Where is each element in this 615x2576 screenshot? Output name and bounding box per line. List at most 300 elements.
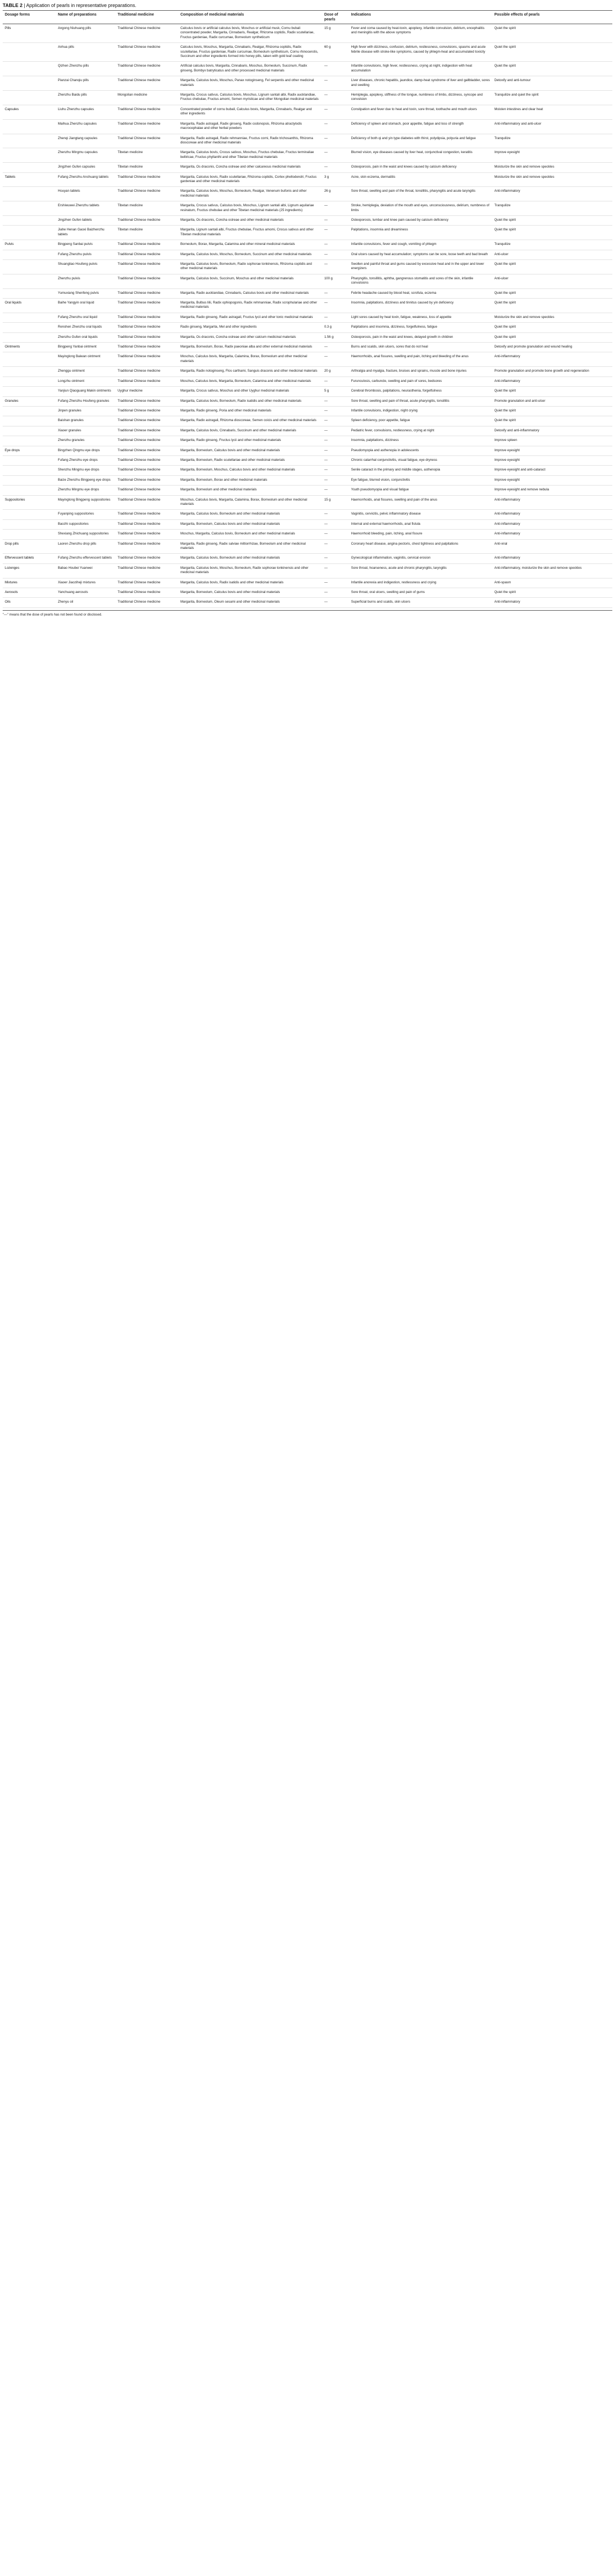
effects-cell: Anti-inflammatory (492, 554, 612, 563)
indications-cell: Light sores caused by heat toxin, fatigue, weakness, loss of appetite (349, 313, 493, 322)
dose-cell: — (322, 530, 349, 539)
preparation-name-cell: Ershiwuwei Zhenzhu tablets (56, 201, 115, 216)
dosage-form-cell: Granules (3, 396, 56, 406)
indications-cell: Gynecological inflammation, vaginitis, cervical erosion (349, 554, 493, 563)
dosage-form-cell: Oral liquids (3, 299, 56, 313)
composition-cell: Moschus, Calculus bovis, Margarita, Borneolum, Calamina and other medicinal materials (178, 377, 322, 386)
traditional-medicine-cell: Traditional Chinese medicine (115, 313, 178, 322)
effects-cell: Anti-inflammatory (492, 519, 612, 529)
table-row (3, 260, 612, 274)
effects-cell: Tranquilize (492, 240, 612, 250)
effects-cell: Moisturize the skin and remove speckles (492, 163, 612, 172)
traditional-medicine-cell: Traditional Chinese medicine (115, 352, 178, 367)
dose-cell: — (322, 396, 349, 406)
dosage-form-cell (3, 215, 56, 225)
dosage-form-cell (3, 332, 56, 342)
traditional-medicine-cell: Traditional Chinese medicine (115, 495, 178, 510)
effects-cell: Anti-inflammatory (492, 352, 612, 367)
traditional-medicine-cell: Traditional Chinese medicine (115, 588, 178, 598)
table-row (3, 475, 612, 485)
preparation-name-cell: Renshen Zhenzhu oral liquids (56, 323, 115, 332)
dosage-form-cell (3, 416, 56, 426)
dosage-form-cell: Ointments (3, 343, 56, 352)
traditional-medicine-cell: Traditional Chinese medicine (115, 475, 178, 485)
composition-cell: Moschus, Margarita, Calculus bovis, Borneolum and other medicinal materials (178, 530, 322, 539)
effects-cell: Tranquilize and quiet the spirit (492, 91, 612, 105)
preparation-name-cell: Laoren Zhenzhu drop pills (56, 539, 115, 554)
indications-cell: Youth pseudomyopia and visual fatigue (349, 486, 493, 495)
traditional-medicine-cell: Tibetan medicine (115, 201, 178, 216)
effects-cell: Tranquilize (492, 201, 612, 216)
indications-cell: Deficiency of both qi and yin type diabetes with thirst, polydipsia, polyuria and fatigue (349, 134, 493, 148)
traditional-medicine-cell: Traditional Chinese medicine (115, 274, 178, 288)
indications-cell: Superficial burns and scalds, skin ulcers (349, 598, 493, 607)
traditional-medicine-cell: Traditional Chinese medicine (115, 43, 178, 62)
table-row (3, 343, 612, 352)
preparation-name-cell: Shenzhu Mingmu eye drops (56, 466, 115, 475)
traditional-medicine-cell: Traditional Chinese medicine (115, 134, 178, 148)
table-row (3, 105, 612, 119)
preparation-name-cell: Mayinglong Bingpeng suppositories (56, 495, 115, 510)
dose-cell: — (322, 510, 349, 519)
preparation-name-cell: Fufang Zhenzhu Houfeng granules (56, 396, 115, 406)
dosage-form-cell (3, 367, 56, 377)
composition-cell: Margarita, Borneolum, Calculus bovis and other medicinal materials (178, 588, 322, 598)
dose-cell: 60 g (322, 43, 349, 62)
dosage-form-cell (3, 250, 56, 259)
traditional-medicine-cell: Traditional Chinese medicine (115, 563, 178, 578)
composition-cell: Calculus bovis or artificial calculus bovis, Moschus or artificial musk, Cornu bubali concentrated powder, Margarita, Cinnabaris, Realgar, Rhizoma coptidis, Radix scutellariae, Fructus gardeniae, Radix curcumae, Borneolum syntheticum (178, 24, 322, 43)
table-row (3, 250, 612, 259)
indications-cell: Pseudomyopia and asthenopia in adolescents (349, 446, 493, 455)
traditional-medicine-cell: Traditional Chinese medicine (115, 466, 178, 475)
dosage-form-cell (3, 486, 56, 495)
effects-cell: Anti-viral (492, 539, 612, 554)
composition-cell: Margarita, Calculus bovis, Succinum, Moschus and other medicinal materials (178, 274, 322, 288)
indications-cell: Infantile anorexia and indigestion, restlessness and crying (349, 578, 493, 588)
traditional-medicine-cell: Traditional Chinese medicine (115, 530, 178, 539)
table-row (3, 563, 612, 578)
table-row (3, 43, 612, 62)
indications-cell: Stroke, hemiplegia, deviation of the mouth and eyes, unconsciousness, delirium, numbness of limbs (349, 201, 493, 216)
traditional-medicine-cell: Traditional Chinese medicine (115, 396, 178, 406)
table-row (3, 406, 612, 416)
indications-cell: Sore throat, oral ulcers, swelling and pain of gums (349, 588, 493, 598)
preparation-name-cell: Zhenggu ointment (56, 367, 115, 377)
table-row (3, 588, 612, 598)
dose-cell: — (322, 134, 349, 148)
table-row (3, 226, 612, 240)
traditional-medicine-cell: Traditional Chinese medicine (115, 288, 178, 298)
dose-cell: — (322, 240, 349, 250)
table-row (3, 396, 612, 406)
traditional-medicine-cell: Traditional Chinese medicine (115, 510, 178, 519)
indications-cell: Pediatric fever, convulsions, restlessness, crying at night (349, 426, 493, 436)
traditional-medicine-cell: Traditional Chinese medicine (115, 519, 178, 529)
traditional-medicine-cell: Traditional Chinese medicine (115, 24, 178, 43)
dose-cell: — (322, 119, 349, 134)
effects-cell: Quiet the spirit (492, 43, 612, 62)
preparation-name-cell: Jingzhen Gufen capsules (56, 163, 115, 172)
dose-cell: 20 g (322, 367, 349, 377)
effects-cell: Improve spleen (492, 436, 612, 446)
table-container (3, 2, 612, 617)
composition-cell: Artificial calculus bovis, Margarita, Cinnabaris, Moschus, Borneolum, Succinum, Radix ginseng, Bombyx batryticatus and other processed medicinal materials (178, 62, 322, 76)
table-row (3, 148, 612, 163)
indications-cell: Fever and coma caused by heat-toxin, apoplexy, infantile convulsion, delirium, encephalitis and meningitis with the above symptoms (349, 24, 493, 43)
composition-cell: Margarita, Radix astragali, Rhizoma dioscoreae, Semen coicis and other medicinal materials (178, 416, 322, 426)
preparation-name-cell: Fufang Zhenzhu effervescent tablets (56, 554, 115, 563)
composition-cell: Margarita, Radix aucklandiae, Cinnabaris, Calculus bovis and other medicinal materials (178, 288, 322, 298)
dosage-form-cell (3, 426, 56, 436)
traditional-medicine-cell: Tibetan medicine (115, 226, 178, 240)
traditional-medicine-cell: Tibetan medicine (115, 148, 178, 163)
preparation-name-cell: Zhenyu oil (56, 598, 115, 607)
traditional-medicine-cell: Traditional Chinese medicine (115, 578, 178, 588)
preparation-name-cell: Bingpeng Sanbai pulvis (56, 240, 115, 250)
table-row (3, 387, 612, 396)
preparation-name-cell: Angong Niuhuang pills (56, 24, 115, 43)
table-row (3, 578, 612, 588)
header-name-of-preparations: Name of preparations (56, 11, 115, 24)
preparation-name-cell: Fufang Zhenzhu eye drops (56, 455, 115, 465)
traditional-medicine-cell: Traditional Chinese medicine (115, 436, 178, 446)
effects-cell: Quiet the spirit (492, 226, 612, 240)
dosage-form-cell (3, 323, 56, 332)
dose-cell: 15 g (322, 24, 349, 43)
dosage-form-cell: Mixtures (3, 578, 56, 588)
dose-cell: — (322, 416, 349, 426)
dose-cell: 0.3 g (322, 323, 349, 332)
composition-cell: Margarita, Calculus bovis, Moschus, Borneolum, Realgar, Venenum bufonis and other medicinal materials (178, 187, 322, 201)
indications-cell: Swollen and painful throat and gums caused by excessive heat and in the upper and lower energizers (349, 260, 493, 274)
indications-cell: Internal and external haemorrhoids, anal fistula (349, 519, 493, 529)
effects-cell: Quiet the spirit (492, 332, 612, 342)
traditional-medicine-cell: Traditional Chinese medicine (115, 76, 178, 91)
effects-cell: Quiet the spirit (492, 260, 612, 274)
preparation-name-cell: Bingpeng Yanbai ointment (56, 343, 115, 352)
indications-cell: High fever with dizziness, confusion, delirium, restlessness, convulsions, spasms and acute febrile disease with stroke-like symptoms, caused by phlegm-heat and accumulated toxicity (349, 43, 493, 62)
dosage-form-cell (3, 187, 56, 201)
effects-cell: Detoxify and anti-inflammatory (492, 426, 612, 436)
effects-cell: Anti-inflammatory (492, 510, 612, 519)
dosage-form-cell (3, 530, 56, 539)
traditional-medicine-cell: Mongolian medicine (115, 91, 178, 105)
dose-cell: — (322, 455, 349, 465)
composition-cell: Margarita, Radix ginseng, Radix astragali, Fructus lycii and other tonic medicinal materials (178, 313, 322, 322)
indications-cell: Cerebral thrombosis, palpitations, neurasthenia, forgetfulness (349, 387, 493, 396)
table-row (3, 134, 612, 148)
composition-cell: Margarita, Calculus bovis, Borneolum and other medicinal materials (178, 510, 322, 519)
dosage-form-cell: Capsules (3, 105, 56, 119)
dose-cell: 3 g (322, 172, 349, 187)
header-dose-of-pearls: Dose of pearls (322, 11, 349, 24)
header-dosage-forms: Dosage forms (3, 11, 56, 24)
preparations-table (3, 10, 612, 608)
indications-cell: Osteoporosis, lumbar and knee pain caused by calcium deficiency (349, 215, 493, 225)
indications-cell: Infantile convulsions, indigestion, night crying (349, 406, 493, 416)
traditional-medicine-cell: Traditional Chinese medicine (115, 332, 178, 342)
dosage-form-cell: Aerosols (3, 588, 56, 598)
composition-cell: Margarita, Os draconis, Concha ostreae and other calcareous medicinal materials (178, 163, 322, 172)
dose-cell: — (322, 105, 349, 119)
dose-cell: 5 g (322, 387, 349, 396)
traditional-medicine-cell: Uyghur medicine (115, 387, 178, 396)
dosage-form-cell (3, 466, 56, 475)
indications-cell: Haemorrhoid bleeding, pain, itching, anal fissure (349, 530, 493, 539)
indications-cell: Acne, skin eczema, dermatitis (349, 172, 493, 187)
effects-cell: Promote granulation and anti-ulcer (492, 396, 612, 406)
dosage-form-cell (3, 510, 56, 519)
effects-cell: Anti-inflammatory (492, 187, 612, 201)
effects-cell: Quiet the spirit (492, 62, 612, 76)
preparation-name-cell: Yanjiun Qiaoguang Makin ointments (56, 387, 115, 396)
dose-cell: — (322, 598, 349, 607)
table-row (3, 299, 612, 313)
indications-cell: Osteoporosis, pain in the waist and knees, delayed growth in children (349, 332, 493, 342)
preparation-name-cell: Mayinglong Baiwan ointment (56, 352, 115, 367)
effects-cell: Promote granulation and promote bone growth and regeneration (492, 367, 612, 377)
dose-cell: — (322, 539, 349, 554)
traditional-medicine-cell: Traditional Chinese medicine (115, 406, 178, 416)
effects-cell: Anti-inflammatory, moisturize the skin and remove speckles (492, 563, 612, 578)
effects-cell: Quiet the spirit (492, 406, 612, 416)
preparation-name-cell: Xiaoer Jiaoziheji mixtures (56, 578, 115, 588)
traditional-medicine-cell: Traditional Chinese medicine (115, 323, 178, 332)
dose-cell: — (322, 578, 349, 588)
dose-cell: — (322, 436, 349, 446)
traditional-medicine-cell: Traditional Chinese medicine (115, 215, 178, 225)
indications-cell: Insomnia, palpitations, dizziness (349, 436, 493, 446)
dosage-form-cell (3, 260, 56, 274)
table-row (3, 274, 612, 288)
traditional-medicine-cell: Traditional Chinese medicine (115, 240, 178, 250)
table-caption (3, 2, 612, 9)
traditional-medicine-cell: Traditional Chinese medicine (115, 598, 178, 607)
table-row (3, 313, 612, 322)
effects-cell: Moisten intestines and clear heat (492, 105, 612, 119)
table-row (3, 367, 612, 377)
dose-cell: — (322, 148, 349, 163)
dosage-form-cell: Oils (3, 598, 56, 607)
preparation-name-cell: Xiaoer granules (56, 426, 115, 436)
effects-cell: Tranquilize (492, 134, 612, 148)
preparation-name-cell: Longzhu ointment (56, 377, 115, 386)
dosage-form-cell: Pulvis (3, 240, 56, 250)
effects-cell: Anti-inflammatory (492, 377, 612, 386)
dosage-form-cell (3, 201, 56, 216)
composition-cell: Concentrated powder of cornu bubali, Calculus bovis, Margarita, Cinnabaris, Realgar and other ingredients (178, 105, 322, 119)
effects-cell: Moisturize the skin and remove speckles (492, 172, 612, 187)
composition-cell: Margarita, Calculus bovis, Borneolum, Radix sophorae tonkinensis, Rhizoma coptidis and other medicinal materials (178, 260, 322, 274)
effects-cell: Anti-inflammatory (492, 495, 612, 510)
effects-cell: Anti-ulcer (492, 274, 612, 288)
traditional-medicine-cell: Traditional Chinese medicine (115, 486, 178, 495)
table-row (3, 62, 612, 76)
traditional-medicine-cell: Tibetan medicine (115, 163, 178, 172)
preparation-name-cell: Yanchuang aerosols (56, 588, 115, 598)
table-row (3, 201, 612, 216)
effects-cell: Improve eyesight (492, 455, 612, 465)
traditional-medicine-cell: Traditional Chinese medicine (115, 343, 178, 352)
preparation-name-cell: Fufang Zhenzhu Anchuang tablets (56, 172, 115, 187)
caption-label: TABLE 2 (3, 3, 23, 8)
dose-cell: — (322, 76, 349, 91)
composition-cell: Margarita, Borneolum, Borax, Radix paeoniae alba and other external medicinal materials (178, 343, 322, 352)
table-row (3, 530, 612, 539)
dose-cell: — (322, 163, 349, 172)
dosage-form-cell (3, 436, 56, 446)
composition-cell: Margarita, Calculus bovis, Cinnabaris, Succinum and other medicinal materials (178, 426, 322, 436)
composition-cell: Margarita, Radix ginseng, Fructus lycii and other medicinal materials (178, 436, 322, 446)
dose-cell: — (322, 226, 349, 240)
indications-cell: Senile cataract in the primary and middle stages, asthenopia (349, 466, 493, 475)
dose-cell: — (322, 343, 349, 352)
dosage-form-cell: Drop pills (3, 539, 56, 554)
indications-cell: Burns and scalds, skin ulcers, sores that do not heal (349, 343, 493, 352)
indications-cell: Hemiplegia, apoplexy, stiffness of the tongue, numbness of limbs, dizziness, syncope and convulsion (349, 91, 493, 105)
dosage-form-cell (3, 288, 56, 298)
composition-cell: Margarita, Borneolum, Calculus bovis and other medicinal materials (178, 446, 322, 455)
dosage-form-cell (3, 134, 56, 148)
effects-cell: Anti-inflammatory and anti-ulcer (492, 119, 612, 134)
composition-cell: Radix ginseng, Margarita, Mel and other ingredients (178, 323, 322, 332)
effects-cell: Quiet the spirit (492, 215, 612, 225)
preparation-name-cell: Yumuxiang Shenfeng pulvis (56, 288, 115, 298)
composition-cell: Calculus bovis, Moschus, Margarita, Cinnabaris, Realgar, Rhizoma coptidis, Radix scutellariae, Fructus gardeniae, Radix curcumae, Borneolum syntheticum, Cornu rhinocerotis, Succinum and other ingredients formed into honey pills, taken with gold leaf coating (178, 43, 322, 62)
header-traditional-medicine: Traditional medicine (115, 11, 178, 24)
effects-cell: Improve eyesight and anti-cataract (492, 466, 612, 475)
table-row (3, 495, 612, 510)
preparation-name-cell: Fuyanping suppositories (56, 510, 115, 519)
effects-cell: Improve eyesight (492, 446, 612, 455)
dosage-form-cell: Lozenges (3, 563, 56, 578)
dosage-form-cell (3, 406, 56, 416)
dose-cell: — (322, 215, 349, 225)
table-row (3, 323, 612, 332)
composition-cell: Margarita, Calculus bovis, Moschus, Borneolum, Succinum and other medicinal materials (178, 250, 322, 259)
preparation-name-cell: Baishan granules (56, 416, 115, 426)
table-row (3, 455, 612, 465)
table-row (3, 163, 612, 172)
table-row (3, 377, 612, 386)
indications-cell: Palpitations and insomnia, dizziness, forgetfulness, fatigue (349, 323, 493, 332)
dosage-form-cell (3, 274, 56, 288)
indications-cell: Eye fatigue, blurred vision, conjunctivitis (349, 475, 493, 485)
effects-cell: Improve eyesight and remove nebula (492, 486, 612, 495)
composition-cell: Moschus, Calculus bovis, Margarita, Calamina, Borax, Borneolum and other medicinal materials (178, 352, 322, 367)
table-row (3, 187, 612, 201)
effects-cell: Anti-ulcer (492, 250, 612, 259)
table-row (3, 554, 612, 563)
preparation-name-cell: Baihe Yangyin oral liquid (56, 299, 115, 313)
indications-cell: Coronary heart disease, angina pectoris, chest tightness and palpitations (349, 539, 493, 554)
table-header-row (3, 11, 612, 24)
preparation-name-cell: Jingzhen Gufen tablets (56, 215, 115, 225)
dose-cell: — (322, 466, 349, 475)
table-row (3, 76, 612, 91)
dose-cell: — (322, 519, 349, 529)
composition-cell: Margarita, Bulbus lilii, Radix ophiopogonis, Radix rehmanniae, Radix scrophulariae and other medicinal materials (178, 299, 322, 313)
preparation-name-cell: Shexiang Zhichuang suppositories (56, 530, 115, 539)
dose-cell: 1.56 g (322, 332, 349, 342)
composition-cell: Margarita, Calculus bovis, Moschus, Panax notoginseng, Fel serpentis and other medicinal materials (178, 76, 322, 91)
dose-cell: — (322, 201, 349, 216)
traditional-medicine-cell: Traditional Chinese medicine (115, 377, 178, 386)
indications-cell: Haemorrhoids, anal fissures, swelling and pain of the anus (349, 495, 493, 510)
composition-cell: Margarita, Borneolum, Oleum sesami and other medicinal materials (178, 598, 322, 607)
table-row (3, 446, 612, 455)
dose-cell: — (322, 446, 349, 455)
table-row (3, 426, 612, 436)
table-row (3, 466, 612, 475)
indications-cell: Osteoporosis, pain in the waist and knees caused by calcium deficiency (349, 163, 493, 172)
indications-cell: Febrile headache caused by blood heat, scrofula, eczema (349, 288, 493, 298)
indications-cell: Haemorrhoids, anal fissures, swelling and pain, itching and bleeding of the anus (349, 352, 493, 367)
table-row (3, 352, 612, 367)
table-row (3, 172, 612, 187)
composition-cell: Moschus, Calculus bovis, Margarita, Calamina, Borax, Borneolum and other medicinal materials (178, 495, 322, 510)
indications-cell: Sore throat, swelling and pain of throat, acute pharyngitis, tonsillitis (349, 396, 493, 406)
preparation-name-cell: Shuangliao Houfeng pulvis (56, 260, 115, 274)
composition-cell: Margarita, Calculus bovis, Borneolum and other medicinal materials (178, 554, 322, 563)
indications-cell: Insomnia, palpitations, dizziness and tinnitus caused by yin deficiency (349, 299, 493, 313)
composition-cell: Margarita, Os draconis, Concha ostreae and other medicinal materials (178, 215, 322, 225)
composition-cell: Margarita, Radix astragali, Radix ginseng, Radix codonopsis, Rhizoma atractylodis macrocephalae and other herbal powders (178, 119, 322, 134)
table-footnote: "—" means that the dose of pearls has not been found or disclosed. (3, 610, 612, 617)
dose-cell: — (322, 475, 349, 485)
header-composition: Composition of medicinal materials (178, 11, 322, 24)
table-row (3, 91, 612, 105)
traditional-medicine-cell: Traditional Chinese medicine (115, 62, 178, 76)
dose-cell: — (322, 426, 349, 436)
composition-cell: Margarita, Borneolum, Radix scutellariae and other medicinal materials (178, 455, 322, 465)
composition-cell: Margarita, Radix ginseng, Poria and other medicinal materials (178, 406, 322, 416)
composition-cell: Margarita, Radix notoginseng, Flos carthami, Sanguis draconis and other medicinal materials (178, 367, 322, 377)
traditional-medicine-cell: Traditional Chinese medicine (115, 172, 178, 187)
composition-cell: Margarita, Calculus bovis, Radix isatidis and other medicinal materials (178, 578, 322, 588)
traditional-medicine-cell: Traditional Chinese medicine (115, 455, 178, 465)
effects-cell: Improve eyesight (492, 148, 612, 163)
preparation-name-cell: Zhenzhu Mingmu capsules (56, 148, 115, 163)
dosage-form-cell: Tablets (3, 172, 56, 187)
effects-cell: Detoxify and anti-tumour (492, 76, 612, 91)
dosage-form-cell (3, 226, 56, 240)
traditional-medicine-cell: Traditional Chinese medicine (115, 426, 178, 436)
indications-cell: Sore throat, swelling and pain of the throat, tonsillitis, pharyngitis and acute laryngitis (349, 187, 493, 201)
table-row (3, 24, 612, 43)
dose-cell: — (322, 588, 349, 598)
dosage-form-cell (3, 313, 56, 322)
dosage-form-cell: Pills (3, 24, 56, 43)
table-row (3, 288, 612, 298)
table-row (3, 598, 612, 607)
composition-cell: Margarita, Borneolum and other medicinal materials (178, 486, 322, 495)
composition-cell: Margarita, Radix ginseng, Radix salviae miltiorrhizae, Borneolum and other medicinal materials (178, 539, 322, 554)
preparation-name-cell: Maihua Zhenzhu capsules (56, 119, 115, 134)
dosage-form-cell (3, 62, 56, 76)
preparation-name-cell: Liuhu Zhenzhu capsules (56, 105, 115, 119)
preparation-name-cell: Baozhi suppositories (56, 519, 115, 529)
preparation-name-cell: Qizhen Zhenzhu pills (56, 62, 115, 76)
indications-cell: Blurred vision, eye diseases caused by liver heat, conjunctival congestion, keratitis (349, 148, 493, 163)
dosage-form-cell (3, 519, 56, 529)
indications-cell: Sore throat, hoarseness, acute and chronic pharyngitis, laryngitis (349, 563, 493, 578)
preparation-name-cell: Zhenzhu granules (56, 436, 115, 446)
table-row (3, 486, 612, 495)
composition-cell: Margarita, Calculus bovis, Crocus sativus, Moschus, Fructus chebulae, Fructus terminaliae belliricae, Fructus phyllanthi and other Tibetan medicinal materials (178, 148, 322, 163)
traditional-medicine-cell: Traditional Chinese medicine (115, 554, 178, 563)
